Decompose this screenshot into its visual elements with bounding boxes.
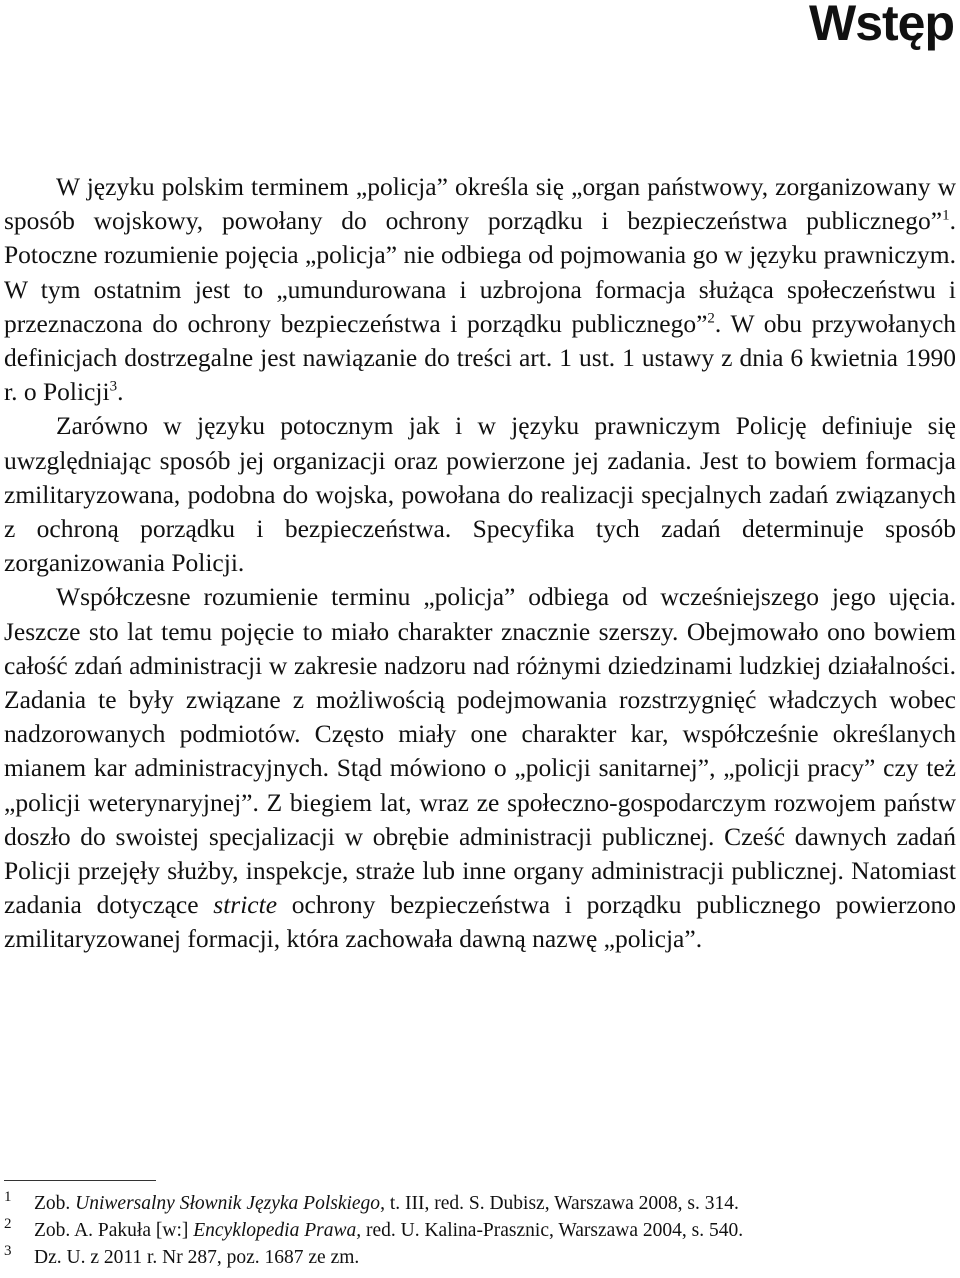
footnote-number: 1	[4, 1189, 12, 1205]
footnote-ref: 2	[707, 310, 715, 327]
footnote-title: Uniwersalny Słownik Języka Polskiego	[75, 1193, 381, 1214]
text-run: Współczesne rozumienie terminu „policja” odbiega od wcześniejszego jego ujęcia. Jeszcze sto lat temu pojęcie to miało charakter znacznie szerszy. Obejmowało ono bowiem całość zdań administracji w zakresie nadzoru nad różnymi dziedzinami ludzkiej działalności. Zadania te były związane z możliwością podejmowania rozstrzygnięć władczych wobec nadzorowanych podmiotów. Często miały one charakter kar, współcześnie określanych mianem kar administracyjnych. Stąd mówiono o „policji sanitarnej”, „policji pracy” czy też „policji weterynaryjnej”. Z biegiem lat, wraz ze społeczno-gospodarczym rozwojem państw doszło do swoistej specjalizacji w obrębie administracji publicznej. Cześć dawnych zadań Policji przejęły służby, inspekcje, straże lub inne organy administracji publicznej. Natomiast zadania dotyczące	[4, 582, 956, 920]
page-title: Wstęp	[809, 0, 954, 51]
text-run: . W obu przywołanych definicjach dostrzegalne jest nawiązanie do treści art. 1 ust. 1 ustawy z dnia 6 kwietnia 1990 r. o Policji	[4, 308, 957, 407]
footnote-ref: 3	[109, 378, 118, 395]
paragraph	[4, 170, 956, 409]
footnote	[4, 1217, 956, 1244]
footnote-ref: 1	[942, 207, 950, 224]
text-run: W języku polskim terminem „policja” określa się „organ państwowy, zorganizowany w sposób wojskowy, powołany do ochrony porządku i bezpieczeństwa publicznego”	[4, 172, 956, 236]
footnote	[4, 1244, 956, 1271]
footnote-text: Zob. A. Pakuła [w:]	[34, 1220, 194, 1241]
paragraph	[4, 409, 956, 580]
footnotes	[4, 1190, 956, 1271]
footnote	[4, 1190, 956, 1217]
text-run: Zarówno w języku potocznym jak i w języku prawniczym Policję definiuje się uwzględniając sposób jej organizacji oraz powierzone jej zadania. Jest to bowiem formacja zmilitaryzowana, podobna do wojska, powołana do realizacji specjalnych zadań związanych z ochroną porządku i bezpieczeństwa. Specyfika tych zadań determinuje sposób zorganizowania Policji.	[4, 411, 956, 578]
paragraph	[4, 580, 956, 956]
footnote-number: 3	[4, 1243, 12, 1259]
footnote-number: 2	[4, 1216, 12, 1232]
footnote-text: Dz. U. z 2011 r. Nr 287, poz. 1687 ze zm.	[34, 1247, 360, 1268]
text-run: .	[117, 377, 124, 407]
text-run: . Potoczne rozumienie pojęcia „policja” nie odbiega od pojmowania go w języku prawniczym. W tym ostatnim jest to „umundurowana i uzbrojona formacja służąca społeczeństwu i przeznaczona do ochrony bezpieczeństwa i porządku publicznego”	[4, 206, 956, 338]
footnote-text: Zob.	[34, 1193, 76, 1214]
text-run: ochrony bezpieczeństwa i porządku publicznego powierzono zmilitaryzowanej formacji, która zachowała dawną nazwę „policja”.	[4, 890, 956, 954]
footnote-title: Encyklopedia Prawa,	[193, 1220, 362, 1241]
footnote-text: , t. III, red. S. Dubisz, Warszawa 2008, s. 314.	[380, 1193, 739, 1214]
body-text	[4, 170, 956, 957]
footnote-separator	[4, 1180, 156, 1181]
italic-text: stricte	[213, 890, 278, 920]
footnote-text: red. U. Kalina-Prasznic, Warszawa 2004, s. 540.	[361, 1220, 744, 1241]
